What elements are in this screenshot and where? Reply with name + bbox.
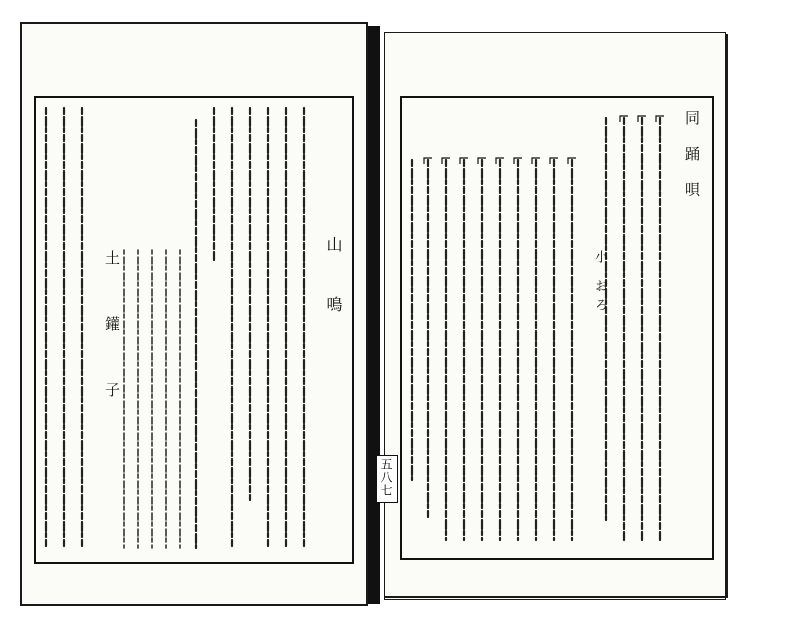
- page-number: 五八七: [379, 458, 393, 497]
- left-subheading: 土 鑵 子: [103, 250, 121, 415]
- left-heading: 山 鳴: [324, 236, 343, 326]
- right-heading: 同 踊 唄: [683, 110, 701, 205]
- left-page-columns: [46, 108, 304, 548]
- right-page-columns: [412, 118, 660, 540]
- verse-brackets: [424, 116, 664, 164]
- right-subheading: 小 おろ: [592, 250, 607, 318]
